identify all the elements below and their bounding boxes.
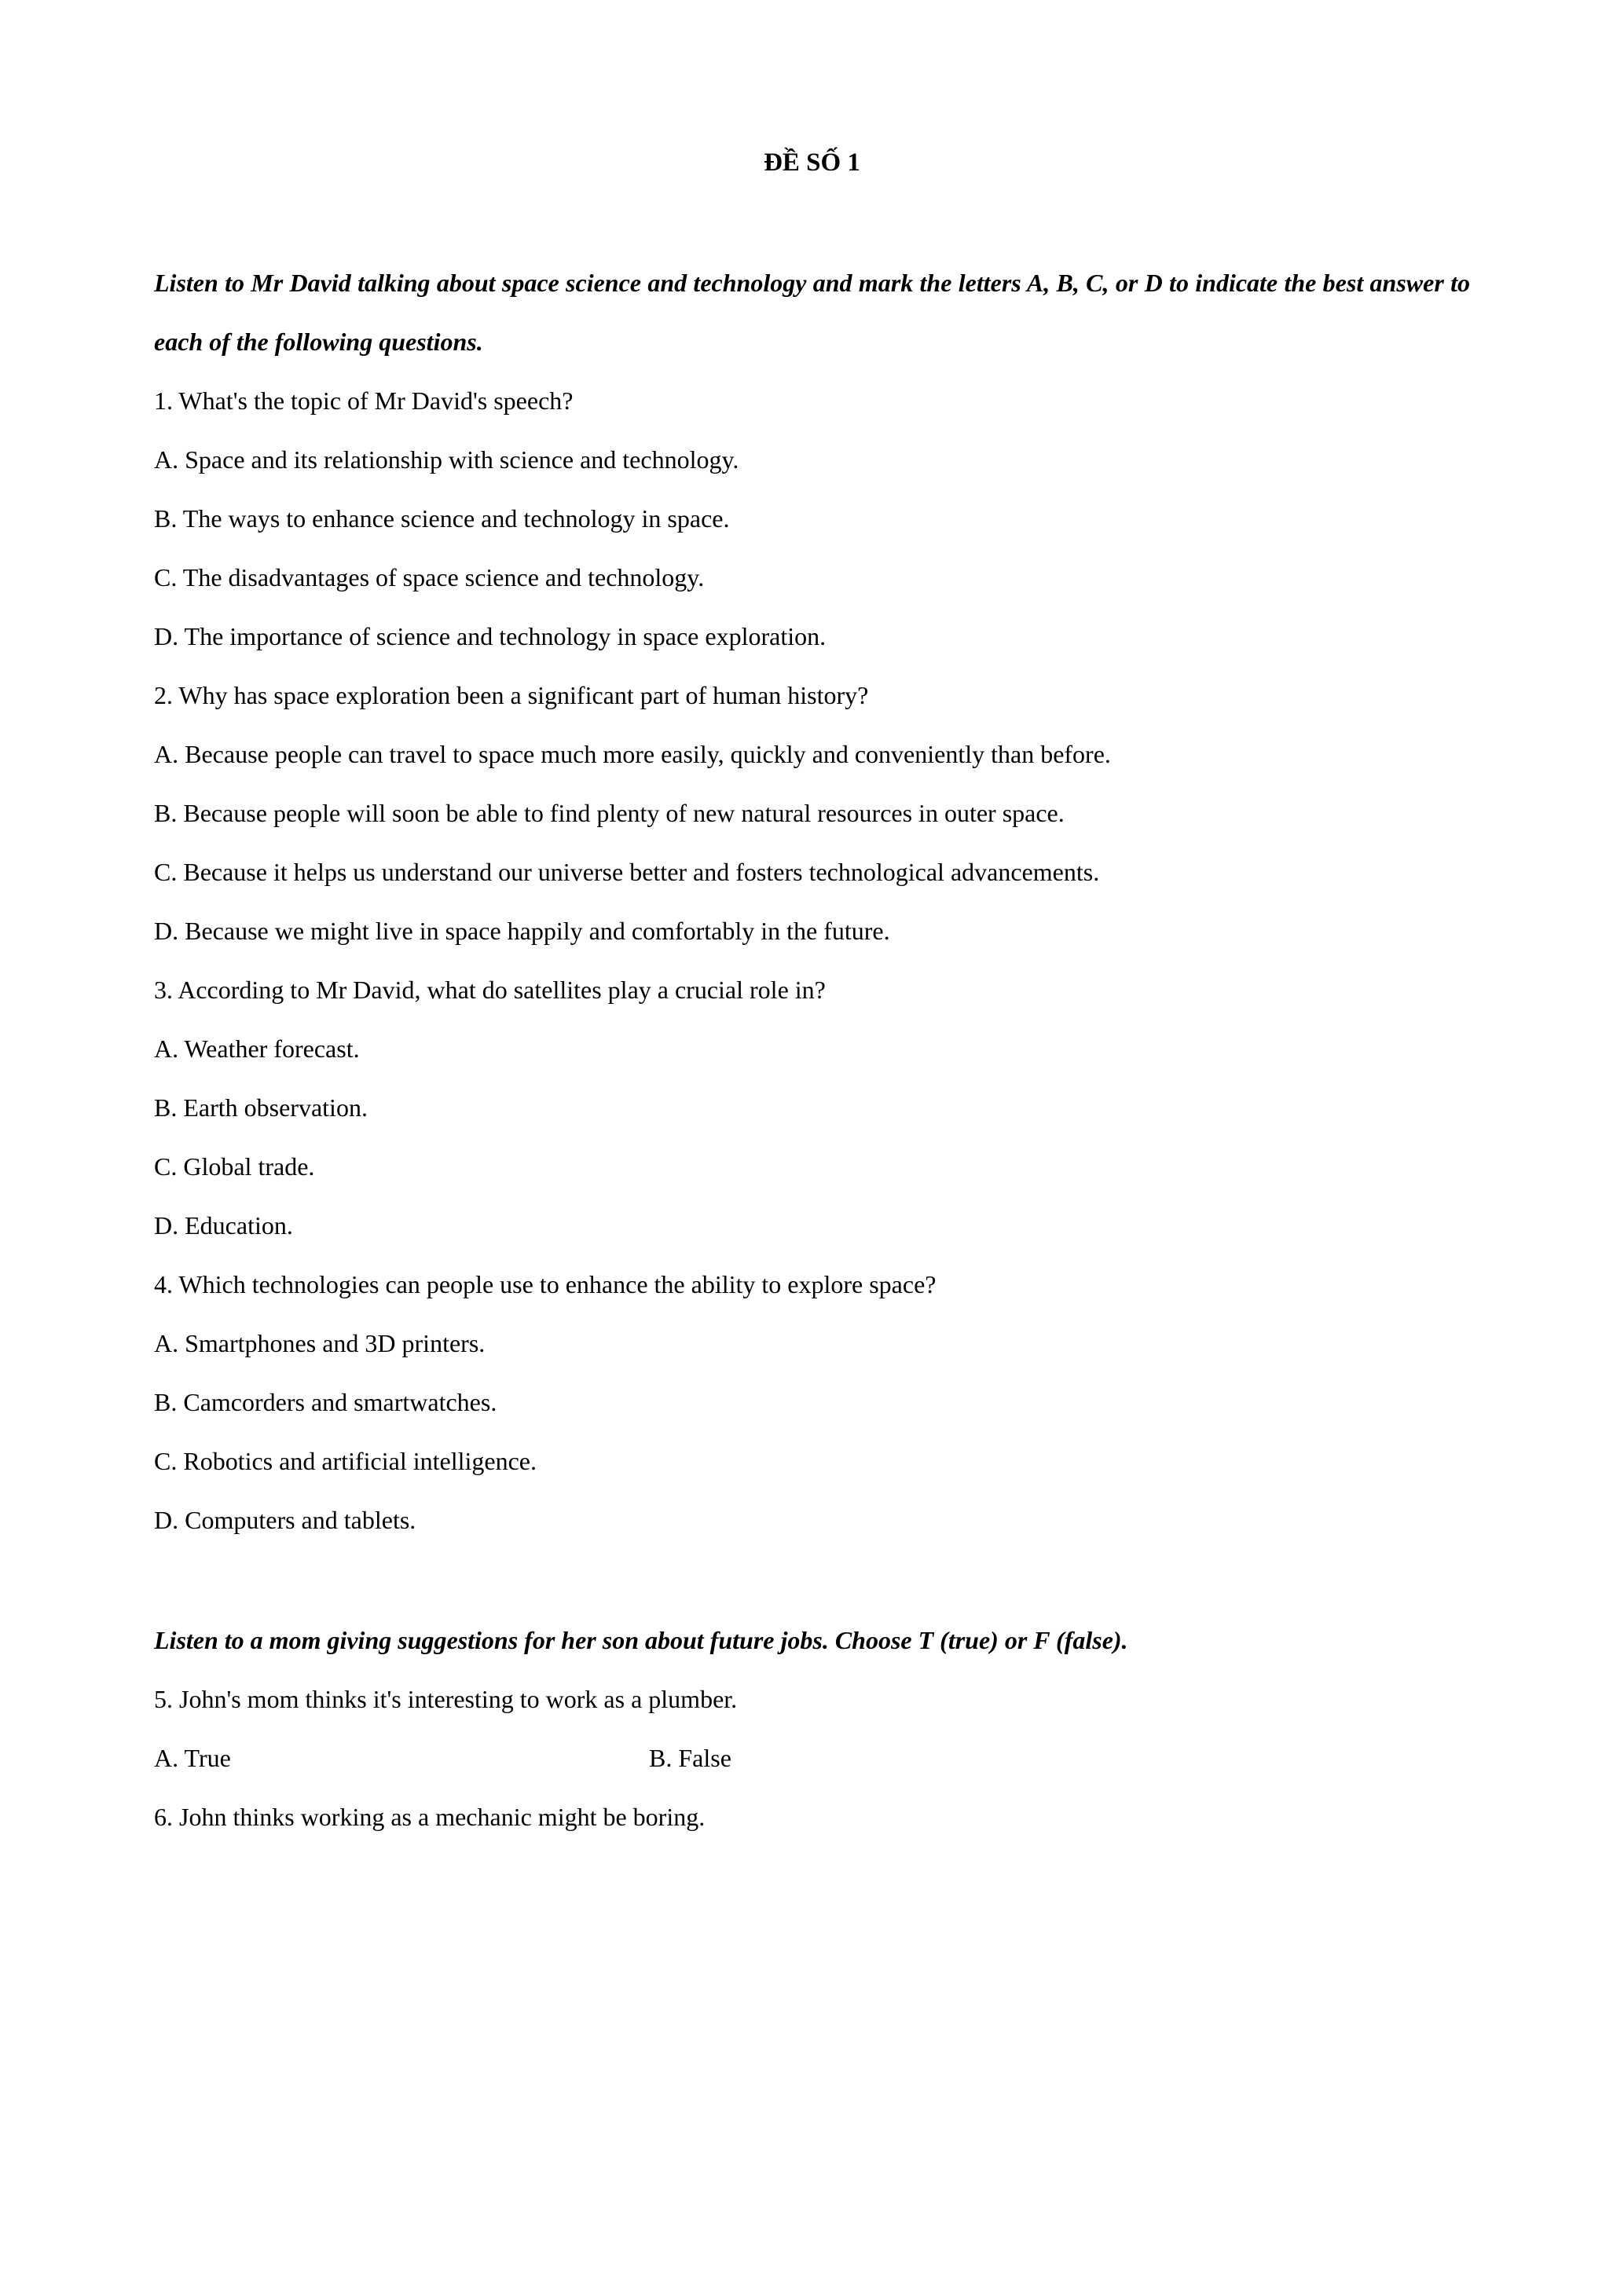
question-2-option-a: A. Because people can travel to space much more easily, quickly and conveniently than before. <box>154 740 1111 768</box>
section-2-instruction: Listen to a mom giving suggestions for her son about future jobs. Choose T (true) or F (false). <box>154 1626 1128 1654</box>
question-1-option-c: C. The disadvantages of space science and technology. <box>154 563 705 591</box>
question-1-option-b: B. The ways to enhance science and technology in space. <box>154 504 730 533</box>
question-4-text: 4. Which technologies can people use to enhance the ability to explore space? <box>154 1270 937 1298</box>
section-1-instruction: Listen to Mr David talking about space science and technology and mark the letters A, B, C, or D to indicate the best answer to each of the following questions. <box>154 269 1470 356</box>
question-1-option-a: A. Space and its relationship with science and technology. <box>154 445 739 474</box>
question-1-text: 1. What's the topic of Mr David's speech? <box>154 386 574 415</box>
question-6-text: 6. John thinks working as a mechanic might be boring. <box>154 1803 706 1831</box>
question-4-option-b: B. Camcorders and smartwatches. <box>154 1388 497 1416</box>
question-3-option-d: D. Education. <box>154 1211 293 1240</box>
question-3-option-c: C. Global trade. <box>154 1152 315 1181</box>
question-4-option-d: D. Computers and tablets. <box>154 1506 416 1534</box>
exam-title: ĐỀ SỐ 1 <box>764 148 860 177</box>
question-5-option-false: B. False <box>649 1744 731 1772</box>
listening-section-1 <box>154 254 1470 1550</box>
question-2-option-b: B. Because people will soon be able to find plenty of new natural resources in outer space. <box>154 799 1065 827</box>
question-3-text: 3. According to Mr David, what do satellites play a crucial role in? <box>154 976 826 1004</box>
question-1-option-d: D. The importance of science and technology in space exploration. <box>154 622 827 650</box>
question-3-option-a: A. Weather forecast. <box>154 1034 360 1063</box>
listening-section-2 <box>154 1611 1470 1847</box>
question-3-option-b: B. Earth observation. <box>154 1093 368 1122</box>
question-5-options <box>154 1729 1470 1788</box>
question-2-option-c: C. Because it helps us understand our universe better and fosters technological advancements. <box>154 858 1100 886</box>
question-4-option-c: C. Robotics and artificial intelligence. <box>154 1447 537 1475</box>
question-5-text: 5. John's mom thinks it's interesting to work as a plumber. <box>154 1685 738 1713</box>
question-4-option-a: A. Smartphones and 3D printers. <box>154 1329 486 1357</box>
question-5-option-true: A. True <box>154 1744 231 1772</box>
question-2-option-d: D. Because we might live in space happily and comfortably in the future. <box>154 917 890 945</box>
question-2-text: 2. Why has space exploration been a significant part of human history? <box>154 681 869 709</box>
